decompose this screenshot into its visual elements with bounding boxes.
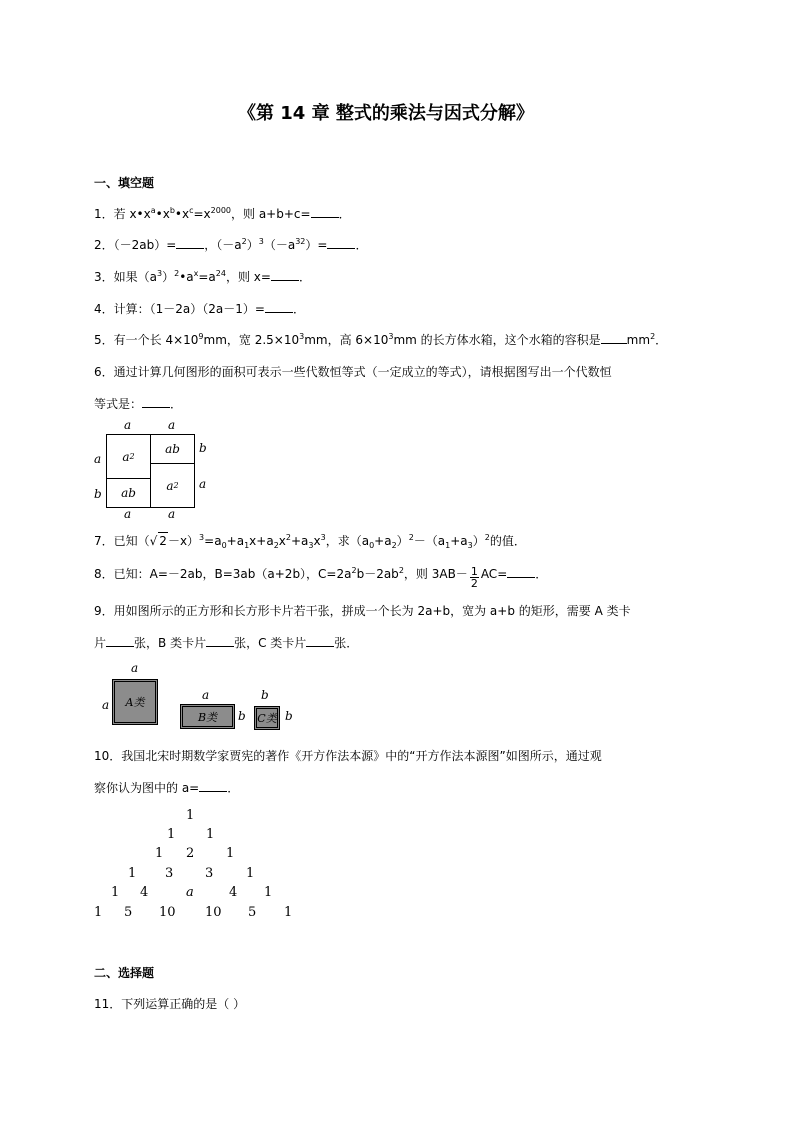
answer-blank[interactable]: [327, 237, 355, 249]
answer-blank[interactable]: [306, 635, 334, 647]
question-7: 7．已知（√ $2-x)^3=a_0+a_1x+a_2x^2+a_3x^3$，求$(a_0+a_2)^2-(a_1+a_3)^2$的值．: [94, 533, 526, 550]
answer-blank[interactable]: [176, 237, 204, 249]
card-c-right-label: b: [285, 709, 293, 723]
question-4: 4．计算：（1－2a）（2a－1）= ．: [94, 302, 305, 316]
tri-r6-c1: 1: [94, 905, 103, 920]
question-10-line-2: 察你认为图中的 a= ．: [94, 781, 240, 795]
card-a-left-label: a: [102, 698, 110, 712]
question-6-line-2: 等式是： ．: [94, 397, 183, 411]
card-c-top-label: b: [261, 688, 269, 702]
tri-r3-c3: 1: [226, 846, 235, 861]
question-5: 5．有一个长 $4\times 10^9mm$，宽 $2.5\times 10^3mm$，高 $6\times 10^3mm$ 的长方体水箱，这个水箱的容积是 $mm^2$．: [94, 332, 668, 347]
question-1: 1．若 $x•x^a•x^b•x^c=x^{2000}$，则 a+b+c= ．: [94, 206, 351, 221]
tri-r2-c2: 1: [206, 827, 215, 842]
cell-a-squared-left: a 2: [106, 434, 151, 479]
tri-r4-c2: 3: [165, 866, 174, 881]
page-title: 《第 14 章 整式的乘法与因式分解》: [238, 103, 534, 124]
answer-blank[interactable]: [106, 635, 134, 647]
question-9-line-1: 9．用如图所示的正方形和长方形卡片若干张，拼成一个长为 2a+b，宽为 a+b 的矩形，需要 A 类卡: [94, 604, 631, 618]
question-3: 3．如果$(a^3)^2•a^x=a^{24}$，则 x= ．: [94, 269, 311, 284]
fig6-bottom-label-a: a: [124, 507, 132, 521]
fig6-bottom-label-a: a: [168, 507, 176, 521]
question-9-line-2: 片 张，B 类卡片 张，C 类卡片 张．: [94, 636, 359, 650]
tri-r6-c4: 10: [205, 905, 222, 920]
tri-r5-c5: 1: [264, 885, 273, 900]
question-8: 8．已知：A=－2ab，B=3ab（a+2b），$C=2a^2b-2ab^2$，则 3AB－ $\frac{1}{2}$ AC= ．: [94, 565, 548, 590]
tri-r3-c1: 1: [155, 846, 164, 861]
fig6-top-label-a: a: [168, 418, 176, 432]
card-b-right-label: b: [238, 709, 246, 723]
card-b-rectangle: B类: [180, 704, 235, 729]
answer-blank[interactable]: [311, 206, 339, 218]
question-6-line-1: 6．通过计算几何图形的面积可表示一些代数恒等式（一定成立的等式），请根据图写出一个代数恒: [94, 365, 612, 379]
fig6-right-label-b: b: [199, 441, 207, 455]
question-2: 2．（－2ab）= ，$(-a^2)^3(-a^{32})=$ ．: [94, 237, 368, 252]
tri-r6-c2: 5: [124, 905, 133, 920]
tri-r4-c4: 1: [246, 866, 255, 881]
fig6-left-label-a: a: [94, 452, 102, 466]
answer-blank[interactable]: [206, 635, 234, 647]
question-11: 11．下列运算正确的是（ ）: [94, 997, 246, 1011]
cell-ab-right: ab: [150, 434, 195, 464]
tri-r5-c2: 4: [140, 885, 149, 900]
card-a-top-label: a: [131, 661, 139, 675]
answer-blank[interactable]: [271, 269, 299, 281]
tri-r4-c1: 1: [128, 866, 137, 881]
card-b-top-label: a: [202, 688, 210, 702]
fig6-left-label-b: b: [94, 487, 102, 501]
cell-a-squared-right: a 2: [150, 463, 195, 508]
tri-r6-c3: 10: [159, 905, 176, 920]
fraction-one-half: $\frac{1}{2}$: [470, 565, 478, 590]
tri-r3-c2: 2: [186, 846, 195, 861]
question-10-line-1: 10．我国北宋时期数学家贾宪的著作《开方作法本源》中的“开方作法本源图”如图所示，通过观: [94, 749, 602, 763]
tri-r5-c1: 1: [111, 885, 120, 900]
section-fill-blank-heading: 一、填空题: [94, 176, 155, 190]
tri-r1-c1: 1: [186, 808, 195, 823]
tri-r6-c5: 5: [248, 905, 257, 920]
tri-r2-c1: 1: [167, 827, 176, 842]
card-a-square: A类: [112, 679, 158, 725]
cell-ab-left: ab: [106, 478, 151, 508]
answer-blank[interactable]: [142, 396, 170, 408]
answer-blank[interactable]: [265, 301, 293, 313]
tri-r6-c6: 1: [284, 905, 293, 920]
fig6-top-label-a: a: [124, 418, 132, 432]
sqrt-sign: √: [149, 534, 158, 548]
tri-r4-c3: 3: [205, 866, 214, 881]
card-c-square: C类: [254, 706, 280, 730]
answer-blank[interactable]: [507, 566, 535, 578]
tri-r5-c4: 4: [229, 885, 238, 900]
fig6-right-label-a: a: [199, 477, 207, 491]
answer-blank[interactable]: [199, 780, 227, 792]
section-multiple-choice-heading: 二、选择题: [94, 966, 155, 980]
answer-blank[interactable]: [601, 332, 627, 344]
tri-r5-c3: a: [186, 885, 194, 900]
